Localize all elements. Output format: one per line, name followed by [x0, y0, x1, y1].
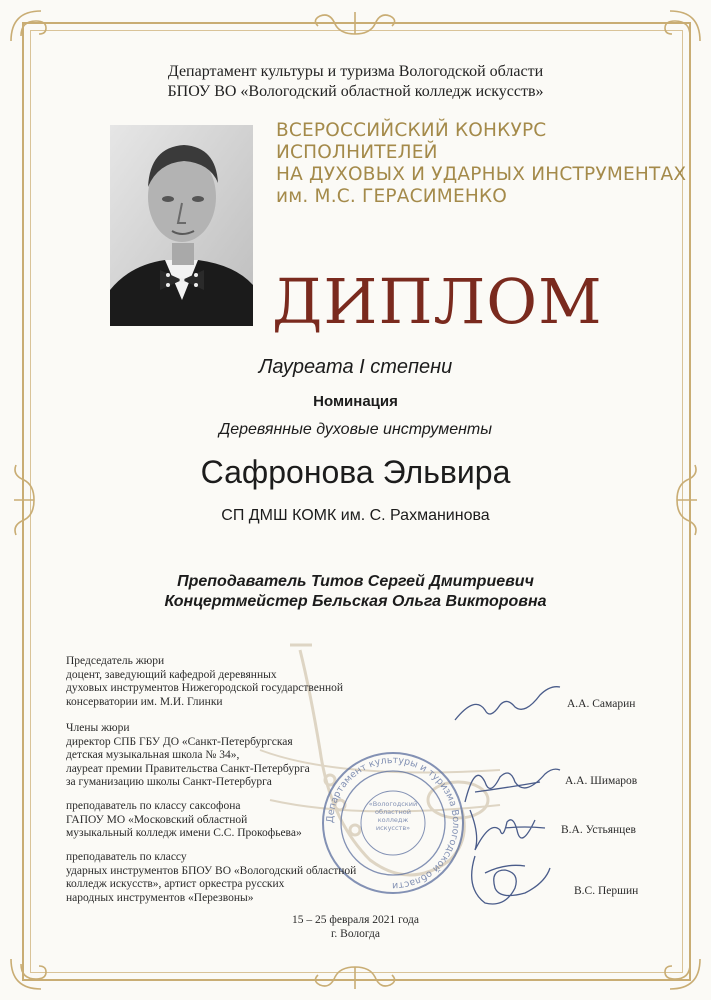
seal-center-text: «Вологодский областной колледж искусств»	[368, 800, 418, 832]
jury-4-line-4: народных инструментов «Перезвоны»	[66, 891, 254, 904]
signature-pershin	[445, 848, 565, 908]
contest-line-1: ВСЕРОССИЙСКИЙ КОНКУРС	[276, 120, 547, 141]
laureate-degree: Лауреата I степени	[258, 356, 453, 378]
issuer-line-2: БПОУ ВО «Вологодский областной колледж искусств»	[167, 83, 544, 100]
bottom-ornament	[300, 957, 410, 997]
jury-1-name: А.А. Самарин	[567, 698, 636, 710]
teachers-block	[0, 572, 711, 612]
signature-samarin	[445, 675, 565, 735]
jury-member-4	[66, 851, 356, 905]
teacher-line: Преподаватель Титов Сергей Дмитриевич	[177, 573, 534, 590]
school-name: СП ДМШ КОМК им. С. Рахманинова	[221, 507, 490, 524]
corner-ornament-bottom-right	[635, 954, 705, 994]
issuer-line-1: Департамент культуры и туризма Вологодской области	[167, 63, 544, 80]
jury-2-line-1: Члены жюри	[66, 722, 130, 734]
seal-ring-text: Департамент культуры и туризма Вологодской области	[324, 754, 462, 892]
jury-3-line-3: музыкальный колледж имени С.С. Прокофьева»	[66, 827, 302, 840]
jury-4-line-3: колледж искусств», артист оркестра русских	[66, 878, 285, 891]
accompanist-line: Концертмейстер Бельская Ольга Викторовна	[164, 593, 547, 610]
jury-1-line-3: духовых инструментов Нижегородской государственной	[66, 682, 344, 695]
jury-1-line-1: Председатель жюри	[66, 655, 165, 667]
jury-2-line-5: за гуманизацию школы Санкт-Петербурга	[66, 776, 272, 789]
jury-3-name: В.А. Устьянцев	[561, 824, 636, 836]
corner-ornament-bottom-left	[6, 954, 76, 994]
portrait-photo	[110, 125, 253, 326]
jury-chairman	[66, 655, 343, 709]
jury-2-line-4: лауреат премии Правительства Санкт-Петербурга	[66, 762, 310, 775]
laureate-name: Сафронова Эльвира	[200, 454, 511, 490]
jury-3-line-2: ГАПОУ МО «Московский областной	[66, 813, 248, 826]
jury-3-line-1: преподаватель по классу саксофона	[66, 800, 241, 812]
jury-member-3	[66, 800, 302, 841]
jury-2-name: А.А. Шимаров	[565, 775, 638, 787]
jury-2-line-3: детская музыкальная школа № 34»,	[66, 749, 240, 762]
contest-line-4: им. М.С. ГЕРАСИМЕНКО	[276, 186, 508, 207]
corner-ornament-top-right	[635, 6, 705, 46]
nomination-label: Номинация	[313, 393, 398, 410]
issuer-header	[0, 62, 711, 102]
jury-2-line-2: директор СПБ ГБУ ДО «Санкт-Петербургская	[66, 735, 293, 748]
jury-4-name: В.С. Першин	[574, 885, 639, 897]
diploma-title: ДИПЛОМ	[272, 265, 603, 338]
contest-line-2: ИСПОЛНИТЕЛЕЙ	[276, 142, 438, 163]
event-dates: 15 – 25 февраля 2021 года	[292, 914, 419, 926]
footer	[0, 914, 711, 941]
event-city: г. Вологда	[330, 927, 381, 940]
nomination-value: Деревянные духовые инструменты	[218, 421, 493, 438]
corner-ornament-top-left	[6, 6, 76, 46]
top-ornament	[300, 4, 410, 44]
jury-member-2	[66, 722, 310, 790]
jury-4-line-1: преподаватель по классу	[66, 851, 187, 863]
jury-1-line-2: доцент, заведующий кафедрой деревянных	[66, 668, 277, 681]
contest-line-3: НА ДУХОВЫХ И УДАРНЫХ ИНСТРУМЕНТАХ	[276, 164, 687, 185]
contest-title	[276, 120, 686, 208]
jury-4-line-2: ударных инструментов БПОУ ВО «Вологодский областной	[66, 864, 357, 877]
jury-1-line-4: консерватории им. М.И. Глинки	[66, 695, 223, 708]
